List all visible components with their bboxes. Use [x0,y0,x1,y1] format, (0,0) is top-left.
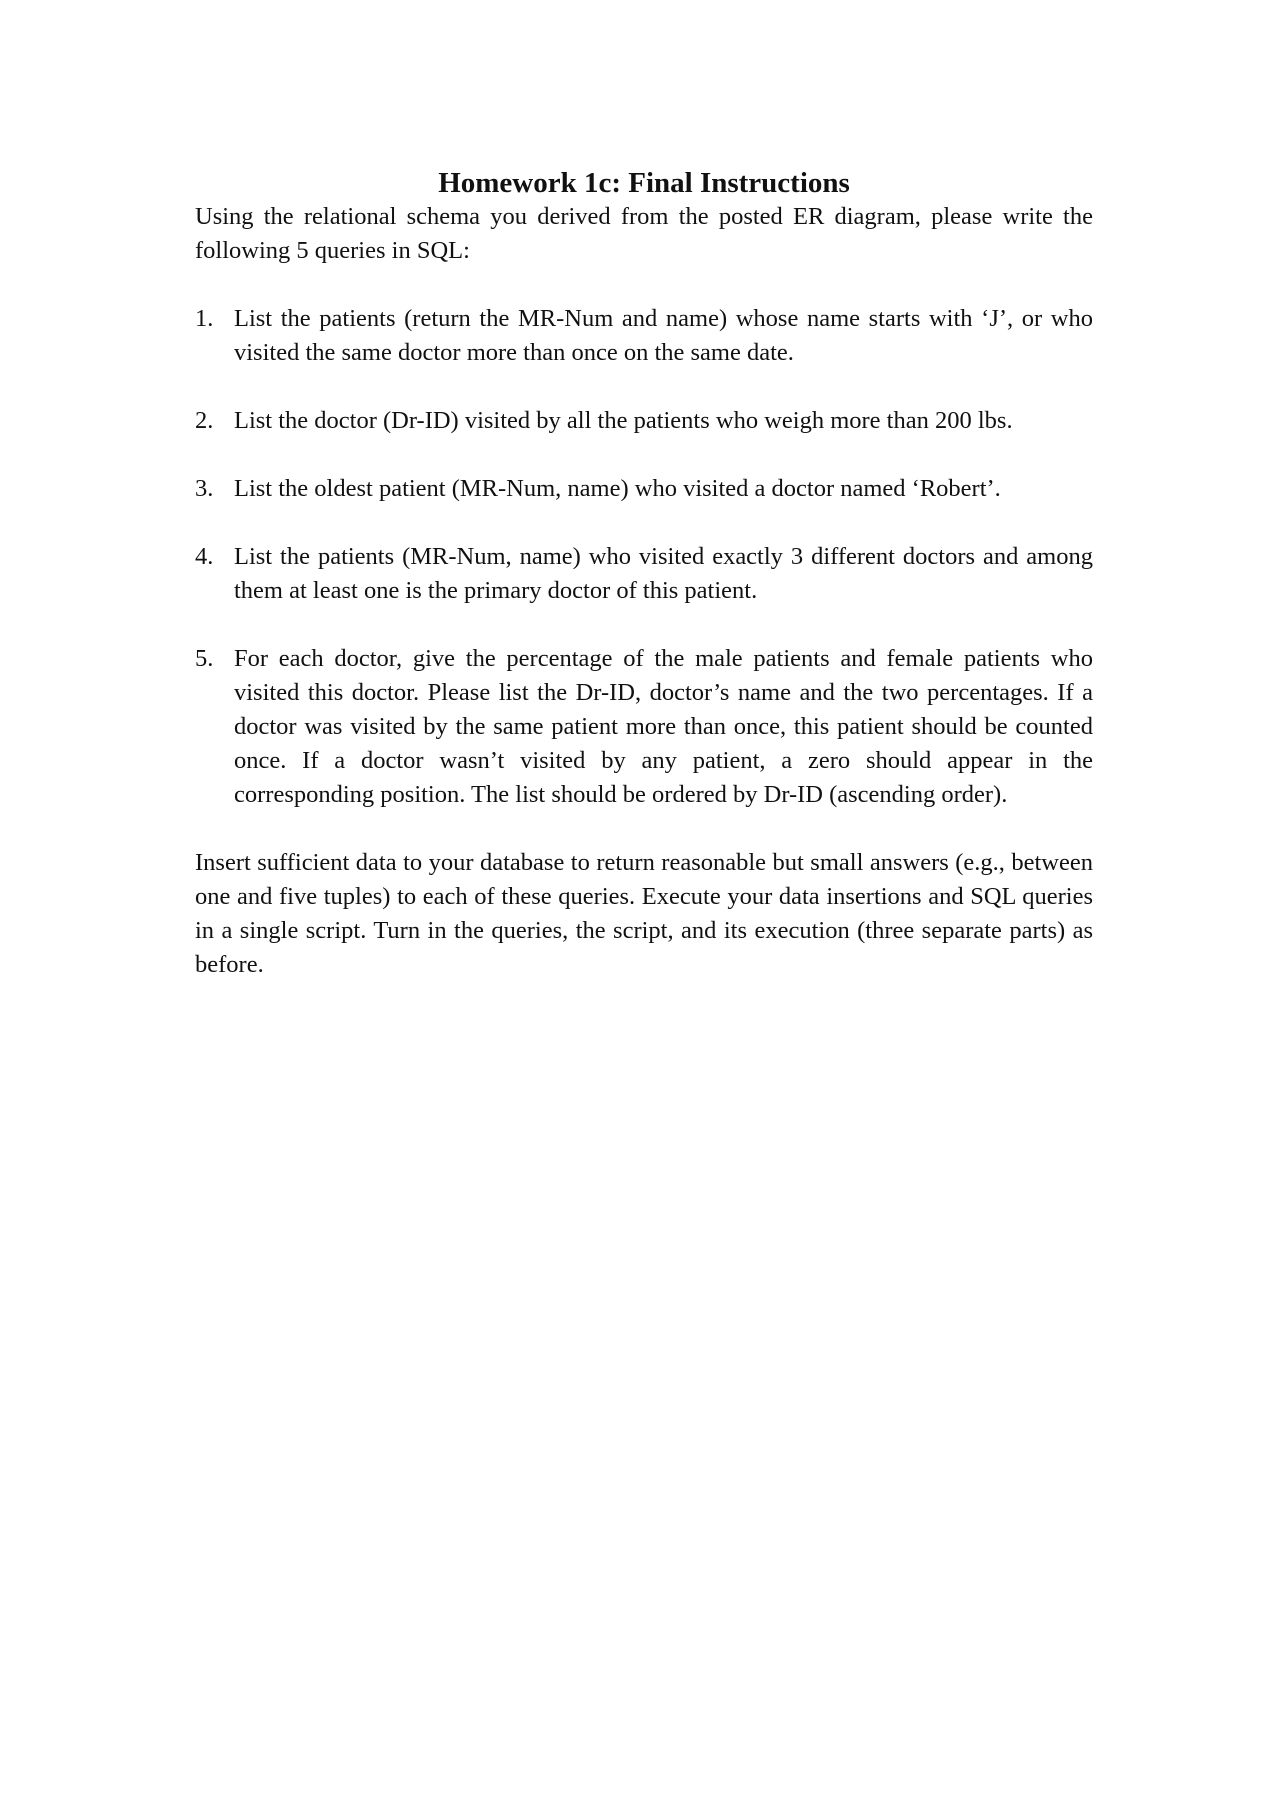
closing-paragraph: Insert sufficient data to your database to return reasonable but small answers (e.g., between one and five tuples) to each of these queries. Execute your data insertions and SQL queries in a single script. Turn in the queries, the script, and its execution (three separate parts) as before. [195,849,1093,978]
query-number: 4. [195,543,214,570]
query-item-3 [195,472,1093,506]
document-page [195,166,1093,982]
query-text: List the patients (return the MR-Num and name) whose name starts with ‘J’, or who visited the same doctor more than once on the same date. [234,305,1093,366]
intro-paragraph: Using the relational schema you derived from the posted ER diagram, please write the following 5 queries in SQL: [195,203,1093,264]
query-item-1 [195,302,1093,370]
query-item-5 [195,642,1093,812]
query-text: List the oldest patient (MR-Num, name) who visited a doctor named ‘Robert’. [234,475,1001,502]
query-item-4 [195,540,1093,608]
query-text: List the patients (MR-Num, name) who visited exactly 3 different doctors and among them at least one is the primary doctor of this patient. [234,543,1093,604]
query-item-2 [195,404,1093,438]
query-list [195,302,1093,812]
query-number: 5. [195,645,214,672]
document-title: Homework 1c: Final Instructions [438,167,850,199]
query-number: 1. [195,305,214,332]
query-text: For each doctor, give the percentage of the male patients and female patients who visited this doctor. Please list the Dr-ID, doctor’s name and the two percentages. If a doctor was visited by the same patient more than once, this patient should be counted once. If a doctor wasn’t visited by any patient, a zero should appear in the corresponding position. The list should be ordered by Dr-ID (ascending order). [234,645,1093,808]
query-number: 2. [195,407,214,434]
query-text: List the doctor (Dr-ID) visited by all the patients who weigh more than 200 lbs. [234,407,1013,434]
query-number: 3. [195,475,214,502]
